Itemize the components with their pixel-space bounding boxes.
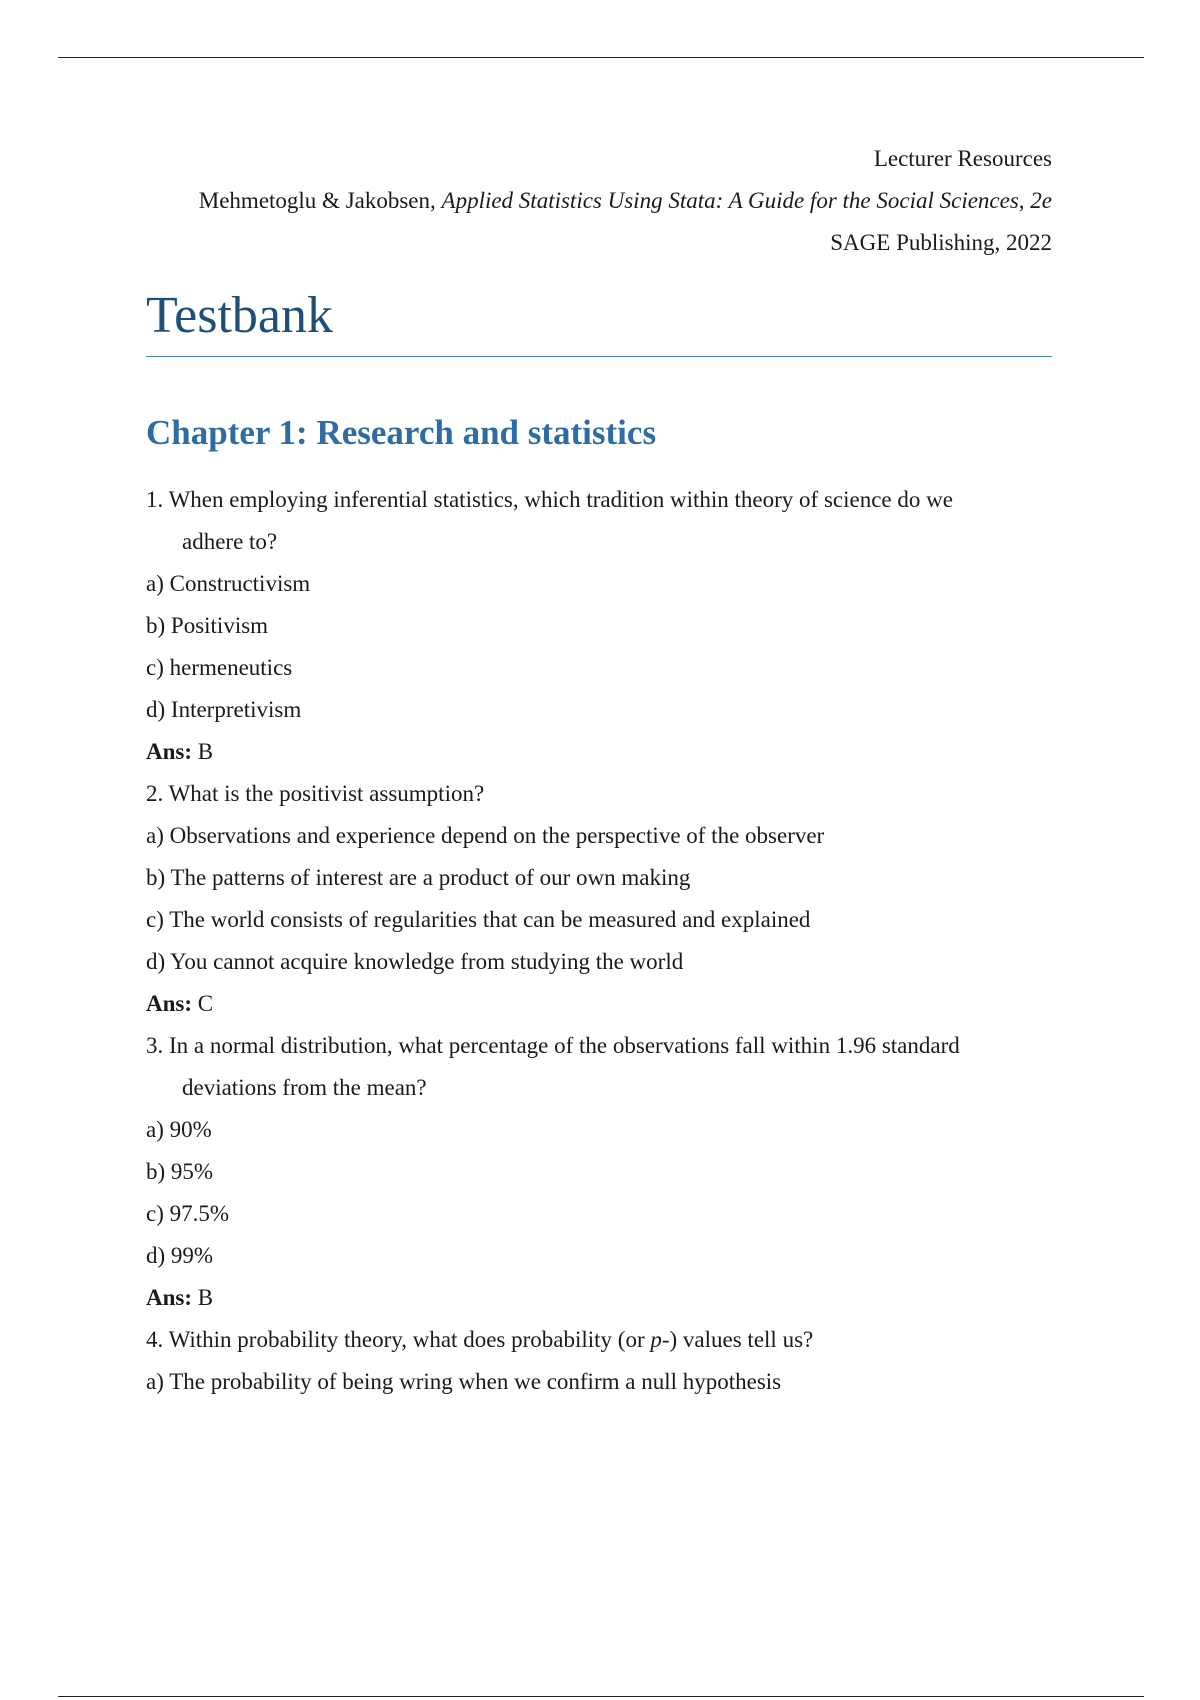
- header-publisher: SAGE Publishing, 2022: [830, 230, 1052, 255]
- answer-value: C: [192, 991, 214, 1016]
- question-1-option-b: b) Positivism: [146, 613, 269, 638]
- header-authors: Mehmetoglu & Jakobsen,: [198, 188, 442, 213]
- question-4-stem-part2: -) values tell us?: [661, 1327, 814, 1352]
- question-3-option-d: d) 99%: [146, 1243, 214, 1268]
- answer-value: B: [192, 739, 214, 764]
- answer-label: Ans:: [146, 1285, 193, 1310]
- question-list: [146, 479, 1052, 1403]
- question-1-option-c: c) hermeneutics: [146, 655, 293, 680]
- question-3-answer: [146, 1277, 1052, 1319]
- question-3-option-c: c) 97.5%: [146, 1201, 230, 1226]
- header-citation: [146, 180, 1052, 222]
- question-2-stem: 2. What is the positivist assumption?: [146, 781, 485, 806]
- header-lecturer: Lecturer Resources: [873, 146, 1052, 171]
- page-body: [146, 138, 1052, 1403]
- question-4-stem-italic: p: [650, 1327, 662, 1352]
- top-rule: [58, 57, 1144, 58]
- question-3-option-b: b) 95%: [146, 1159, 214, 1184]
- question-2-option-c: c) The world consists of regularities that can be measured and explained: [146, 907, 811, 932]
- question-4-stem-part1: 4. Within probability theory, what does probability (or: [146, 1327, 651, 1352]
- question-1-stem-continued: adhere to?: [182, 529, 278, 554]
- question-2-answer: [146, 983, 1052, 1025]
- question-1-stem: 1. When employing inferential statistics, which tradition within theory of science do we: [146, 487, 953, 512]
- answer-label: Ans:: [146, 991, 193, 1016]
- question-3-stem-continued: deviations from the mean?: [182, 1075, 427, 1100]
- header-book-title: Applied Statistics Using Stata: A Guide for the Social Sciences, 2e: [441, 188, 1052, 213]
- question-3-option-a: a) 90%: [146, 1117, 212, 1142]
- answer-label: Ans:: [146, 739, 193, 764]
- question-1-option-a: a) Constructivism: [146, 571, 311, 596]
- chapter-heading: Chapter 1: Research and statistics: [146, 413, 657, 452]
- question-4-option-a: a) The probability of being wring when we confirm a null hypothesis: [146, 1369, 782, 1394]
- answer-value: B: [192, 1285, 214, 1310]
- document-title: Testbank: [146, 286, 1052, 357]
- question-3-stem: 3. In a normal distribution, what percentage of the observations fall within 1.96 standard: [146, 1033, 960, 1058]
- question-2-option-d: d) You cannot acquire knowledge from studying the world: [146, 949, 684, 974]
- question-2-option-b: b) The patterns of interest are a product of our own making: [146, 865, 691, 890]
- question-1-answer: [146, 731, 1052, 773]
- bottom-rule: [58, 1696, 1144, 1697]
- question-1-option-d: d) Interpretivism: [146, 697, 302, 722]
- question-4-stem: [146, 1319, 1052, 1361]
- question-2-option-a: a) Observations and experience depend on the perspective of the observer: [146, 823, 825, 848]
